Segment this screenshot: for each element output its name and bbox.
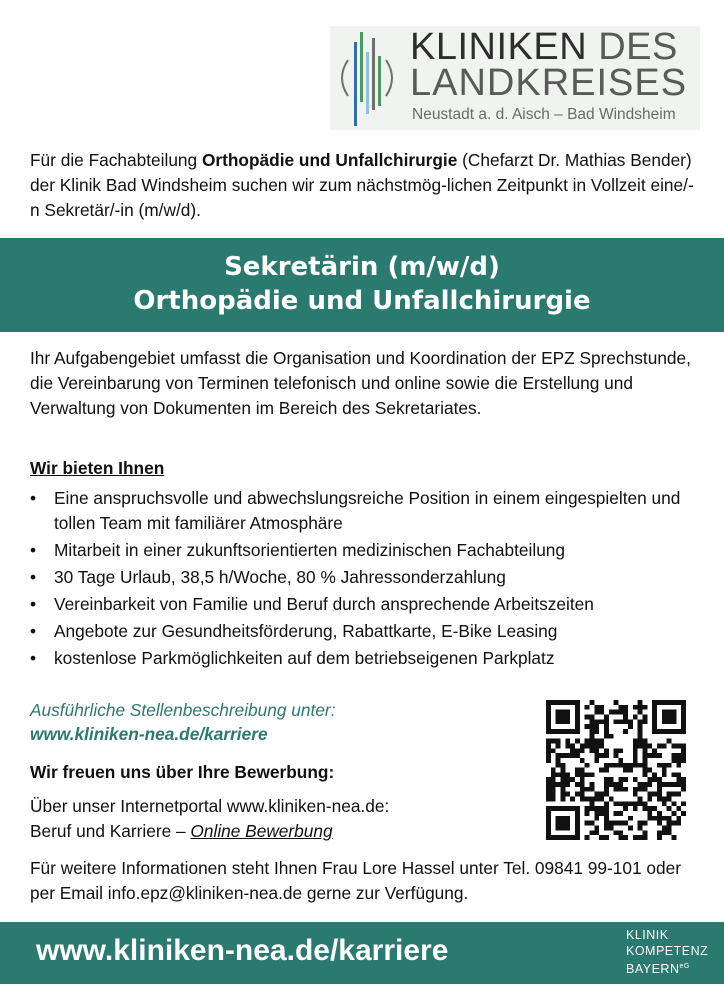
logo-line-2: LANDKREISES [410, 62, 688, 104]
footer-bar [0, 922, 724, 984]
offers-list [30, 486, 710, 673]
logo-line-3: Neustadt a. d. Aisch – Bad Windsheim [412, 106, 676, 123]
list-item: • Mitarbeit in einer zukunftsorientierten medizinischen Fachabteilung [30, 540, 566, 560]
job-subtitle: Orthopädie und Unfallchirurgie [133, 286, 591, 316]
logo-mark-icon [334, 30, 400, 126]
contact-paragraph: Für weitere Informationen steht Ihnen Frau Lore Hassel unter Tel. 09841 99-101 oder per Email info.epz@kliniken-nea.de gerne zur Verfügung. [30, 858, 681, 903]
details-lead: Ausführliche Stellenbeschreibung unter: [30, 700, 336, 720]
details-link[interactable]: www.kliniken-nea.de/karriere [30, 724, 268, 744]
list-item: • 30 Tage Urlaub, 38,5 h/Woche, 80 % Jahressonderzahlung [30, 567, 506, 587]
offers-heading: Wir bieten Ihnen [30, 458, 165, 478]
task-description: Ihr Aufgabengebiet umfasst die Organisation und Koordination der EPZ Sprechstunde, die Vereinbarung von Terminen telefonisch und online sowie die Erstellung und Verwaltung von Dokumenten im Bereich des Sekretariates. [30, 348, 691, 418]
qr-code-icon[interactable] [546, 700, 686, 840]
footer-url[interactable]: www.kliniken-nea.de/karriere [36, 934, 449, 967]
list-item: • kostenlose Parkmöglichkeiten auf dem betriebseigenen Parkplatz [30, 648, 555, 668]
list-item: • Eine anspruchsvolle und abwechslungsreiche Position in einem eingespielten und tollen Team mit familiärer Atmosphäre [30, 488, 681, 533]
portal-link-line: Beruf und Karriere – Online Bewerbung [30, 821, 333, 841]
intro-paragraph: Für die Fachabteilung Orthopädie und Unfallchirurgie (Chefarzt Dr. Mathias Bender) der Klinik Bad Windsheim suchen wir zum nächstmög-lichen Zeitpunkt in Vollzeit eine/-n Sekretär/-in (m/w/d). [30, 150, 694, 220]
job-title-banner [0, 238, 724, 332]
online-application-link[interactable]: Online Bewerbung [190, 821, 333, 841]
portal-line: Über unser Internetportal www.kliniken-nea.de: [30, 796, 390, 816]
logo-line-1: KLINIKEN DES [410, 26, 678, 68]
list-item: • Vereinbarkeit von Familie und Beruf durch ansprechende Arbeitszeiten [30, 594, 594, 614]
job-title: Sekretärin (m/w/d) [224, 252, 500, 282]
apply-heading: Wir freuen uns über Ihre Bewerbung: [30, 762, 335, 782]
hospital-logo [330, 26, 700, 130]
klinik-kompetenz-bayern-logo: KLINIK KOMPETENZ $BAYERN^{eG}$ [626, 928, 709, 977]
list-item: • Angebote zur Gesundheitsförderung, Rabattkarte, E-Bike Leasing [30, 621, 558, 641]
department-name: Orthopädie und Unfallchirurgie [201, 150, 458, 170]
